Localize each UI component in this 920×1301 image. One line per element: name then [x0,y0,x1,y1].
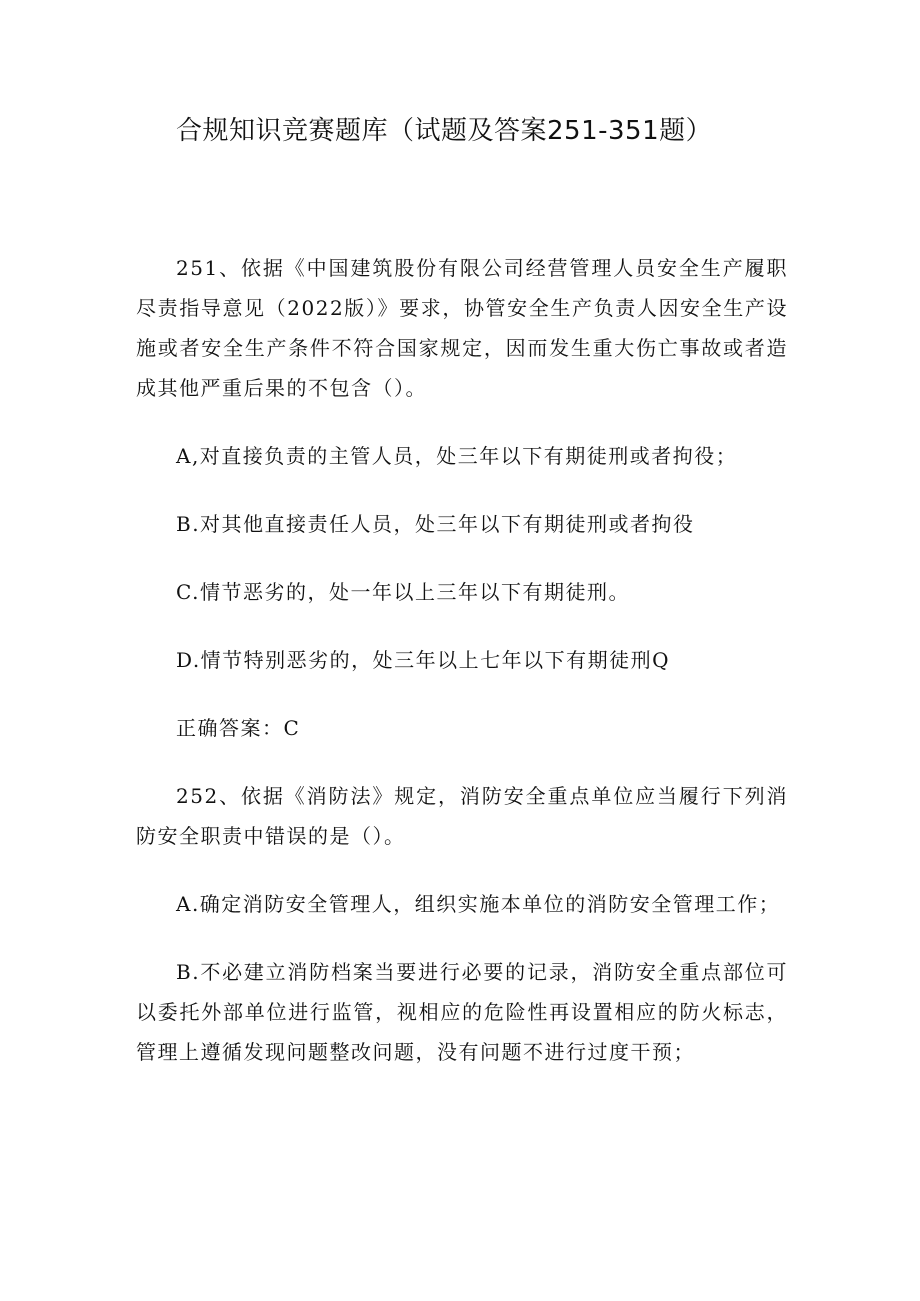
question-252-option-a: A.确定消防安全管理人，组织实施本单位的消防安全管理工作； [176,892,781,916]
question-251-option-d: D.情节特别恶劣的，处三年以上七年以下有期徒刑Q [176,648,671,672]
question-252: 252、依据《消防法》规定，消防安全重点单位应当履行下列消防安全职责中错误的是（）。 [136,784,788,848]
question-251-answer: 正确答案：C [176,716,301,740]
question-251: 251、依据《中国建筑股份有限公司经营管理人员安全生产履职尽责指导意见（2022版）》要求，协管安全生产负责人因安全生产设施或者安全生产条件不符合国家规定，因而发生重大伤亡事故或者造成其他严重后果的不包含（）。 [136,256,788,400]
question-251-option-c: C.情节恶劣的，处一年以上三年以下有期徒刑。 [176,580,630,604]
question-251-option-a: A,对直接负责的主管人员，处三年以下有期徒刑或者拘役； [176,444,738,468]
document-body [136,248,788,1100]
document-title: 合规知识竞赛题库（试题及答案251-351题） [176,116,713,146]
question-251-option-b: B.对其他直接责任人员，处三年以下有期徒刑或者拘役 [176,512,695,536]
question-252-option-b: B.不必建立消防档案当要进行必要的记录，消防安全重点部位可以委托外部单位进行监管，视相应的危险性再设置相应的防火标志，管理上遵循发现问题整改问题，没有问题不进行过度干预； [136,960,788,1064]
